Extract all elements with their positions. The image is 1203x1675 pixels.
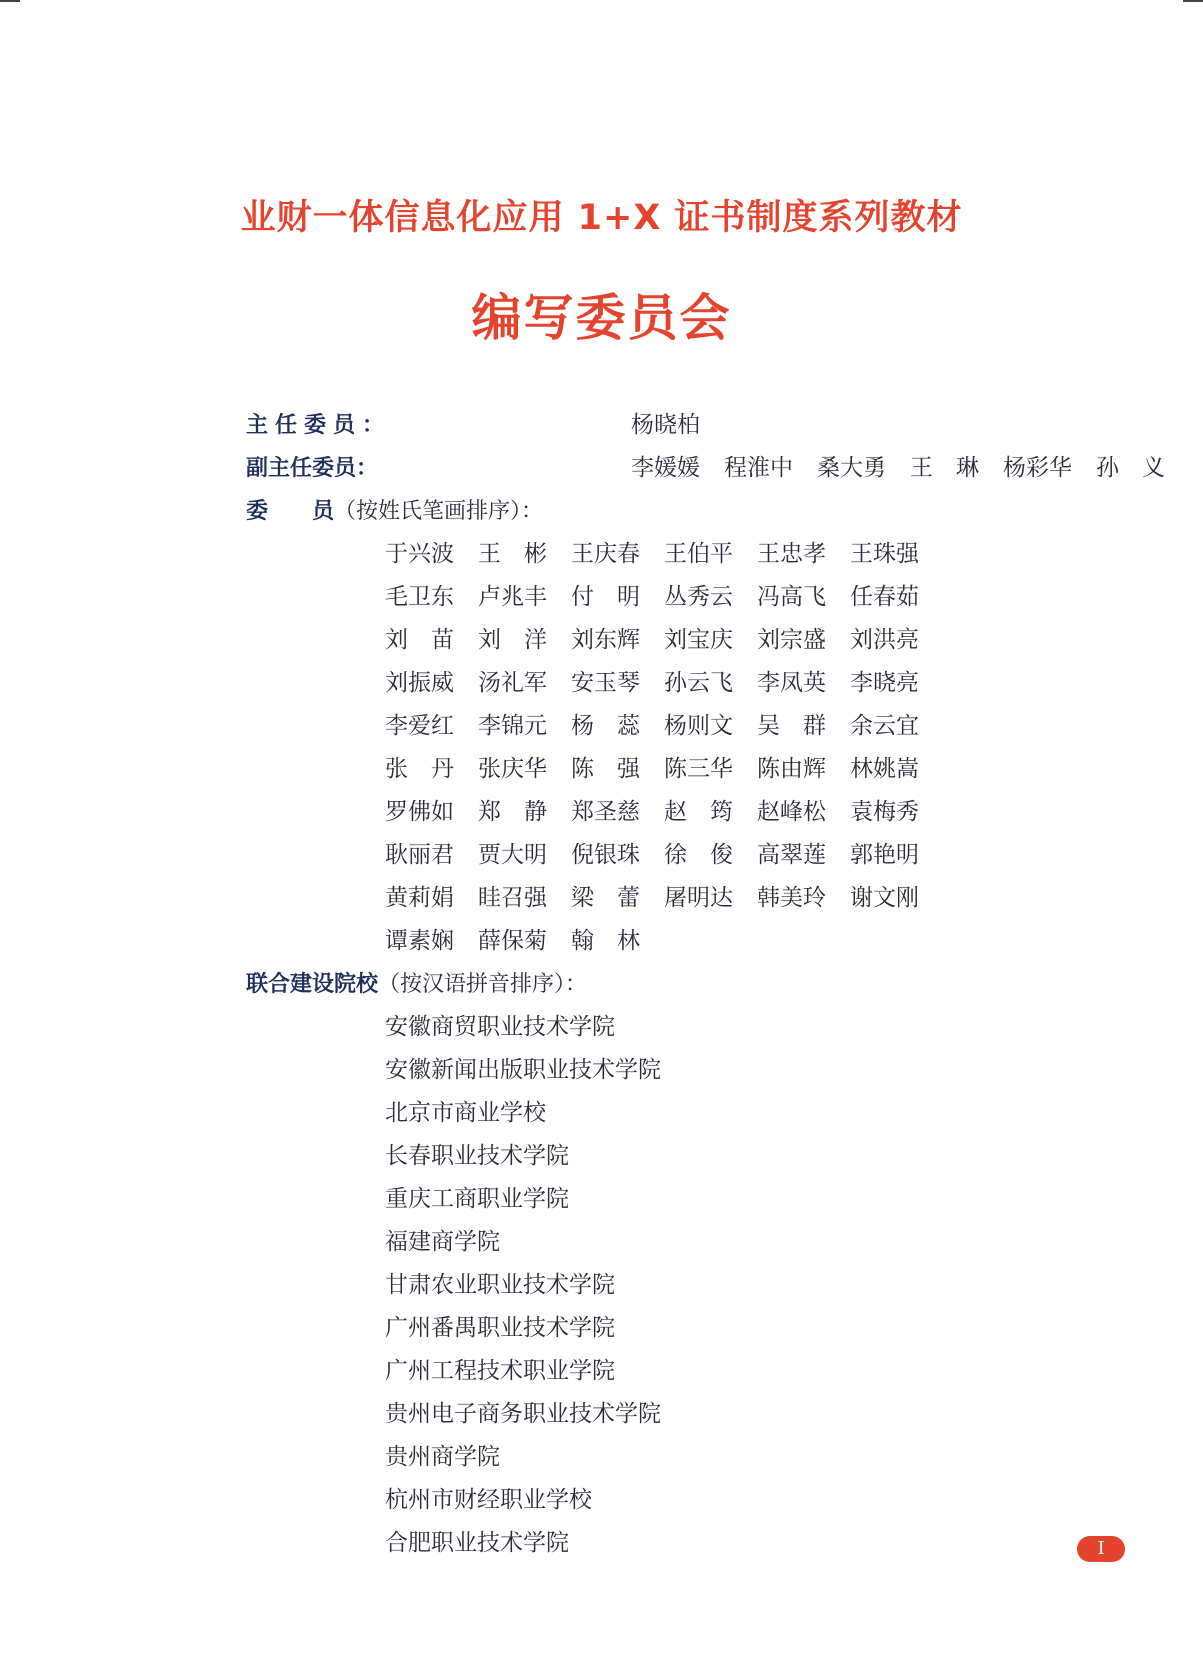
member-name: 安玉琴	[571, 670, 640, 696]
school-item: 甘肃农业职业技术学院	[385, 1272, 615, 1298]
school-item: 贵州商学院	[385, 1444, 500, 1470]
member-name: 孙云飞	[664, 670, 733, 696]
member-name: 赵峰松	[757, 799, 826, 825]
member-name: 余云宜	[850, 713, 919, 739]
member-name: 郑圣慈	[571, 799, 640, 825]
member-name: 罗佛如	[385, 799, 454, 825]
members-sort-note: （按姓氏笔画排序）：	[334, 499, 544, 524]
member-name: 赵 筠	[664, 799, 733, 825]
member-name: 李凤英	[757, 670, 826, 696]
members-heading	[246, 490, 543, 533]
member-name: 李锦元	[478, 713, 547, 739]
member-name: 高翠莲	[757, 842, 826, 868]
schools-list	[385, 1006, 661, 1565]
member-name: 杨则文	[664, 713, 733, 739]
member-name: 黄莉娟	[385, 885, 454, 911]
member-name: 刘宗盛	[757, 627, 826, 653]
series-title: 业财一体信息化应用 1+X 证书制度系列教材	[240, 198, 963, 238]
member-name: 陈由辉	[757, 756, 826, 782]
crop-mark-right	[1183, 0, 1203, 2]
member-name: 王珠强	[850, 541, 919, 567]
member-name: 李爱红	[385, 713, 454, 739]
chair-row	[246, 404, 700, 447]
member-name: 梁 蕾	[571, 885, 640, 911]
member-name: 冯高飞	[757, 584, 826, 610]
crop-mark-left	[0, 0, 20, 2]
school-item: 福建商学院	[385, 1229, 500, 1255]
page-number-badge: I	[1077, 1536, 1125, 1562]
member-name: 毛卫东	[385, 584, 454, 610]
chair-label: 主任委员：	[246, 413, 392, 438]
vice-chairs-label: 副主任委员：	[246, 456, 379, 481]
school-item: 广州番禺职业技术学院	[385, 1315, 615, 1341]
member-name: 王庆春	[571, 541, 640, 567]
member-name: 丛秀云	[664, 584, 733, 610]
member-name: 刘东辉	[571, 627, 640, 653]
vice-chair-name: 桑大勇	[817, 455, 886, 481]
school-item: 北京市商业学校	[385, 1100, 546, 1126]
school-item: 长春职业技术学院	[385, 1143, 569, 1169]
school-item: 重庆工商职业学院	[385, 1186, 569, 1212]
member-name: 任春茹	[850, 584, 919, 610]
schools-label: 联合建设院校	[246, 972, 379, 997]
member-name: 卢兆丰	[478, 584, 547, 610]
schools-heading	[246, 963, 587, 1006]
school-item: 杭州市财经职业学校	[385, 1487, 592, 1513]
vice-chair-name: 李媛媛	[631, 455, 700, 481]
member-name: 吴 群	[757, 713, 826, 739]
member-name: 刘振威	[385, 670, 454, 696]
chair-name: 杨晓柏	[631, 412, 700, 438]
vice-chairs-list	[631, 447, 1189, 490]
school-item: 贵州电子商务职业技术学院	[385, 1401, 661, 1427]
member-name: 陈三华	[664, 756, 733, 782]
vice-chair-name: 杨彩华	[1003, 455, 1072, 481]
members-list	[385, 533, 943, 963]
member-name: 眭召强	[478, 885, 547, 911]
school-item: 安徽新闻出版职业技术学院	[385, 1057, 661, 1083]
member-name: 张 丹	[385, 756, 454, 782]
member-name: 刘 苗	[385, 627, 454, 653]
vice-chairs-row	[246, 447, 1165, 490]
member-name: 杨 蕊	[571, 713, 640, 739]
member-name: 汤礼军	[478, 670, 547, 696]
member-name: 袁梅秀	[850, 799, 919, 825]
schools-sort-note: （按汉语拼音排序）：	[378, 972, 588, 997]
member-name: 李晓亮	[850, 670, 919, 696]
school-item: 广州工程技术职业学院	[385, 1358, 615, 1384]
member-name: 刘 洋	[478, 627, 547, 653]
member-name: 徐 俊	[664, 842, 733, 868]
member-name: 韩美玲	[757, 885, 826, 911]
member-name: 王伯平	[664, 541, 733, 567]
members-label: 委 员	[246, 499, 335, 524]
committee-title: 编写委员会	[471, 289, 732, 347]
member-name: 林姚嵩	[850, 756, 919, 782]
member-name: 薛保菊	[478, 928, 547, 954]
member-name: 于兴波	[385, 541, 454, 567]
member-name: 耿丽君	[385, 842, 454, 868]
member-name: 张庆华	[478, 756, 547, 782]
member-name: 刘洪亮	[850, 627, 919, 653]
member-name: 翰 林	[571, 928, 640, 954]
member-name: 倪银珠	[571, 842, 640, 868]
member-name: 郑 静	[478, 799, 547, 825]
member-name: 王忠孝	[757, 541, 826, 567]
school-item: 安徽商贸职业技术学院	[385, 1014, 615, 1040]
school-item: 合肥职业技术学院	[385, 1530, 569, 1556]
member-name: 刘宝庆	[664, 627, 733, 653]
member-name: 贾大明	[478, 842, 547, 868]
member-name: 陈 强	[571, 756, 640, 782]
member-name: 谭素娴	[385, 928, 454, 954]
vice-chair-name: 孙 义	[1096, 455, 1165, 481]
member-name: 谢文刚	[850, 885, 919, 911]
member-name: 郭艳明	[850, 842, 919, 868]
vice-chair-name: 王 琳	[910, 455, 979, 481]
member-name: 屠明达	[664, 885, 733, 911]
member-name: 王 彬	[478, 541, 547, 567]
vice-chair-name: 程淮中	[724, 455, 793, 481]
member-name: 付 明	[571, 584, 640, 610]
